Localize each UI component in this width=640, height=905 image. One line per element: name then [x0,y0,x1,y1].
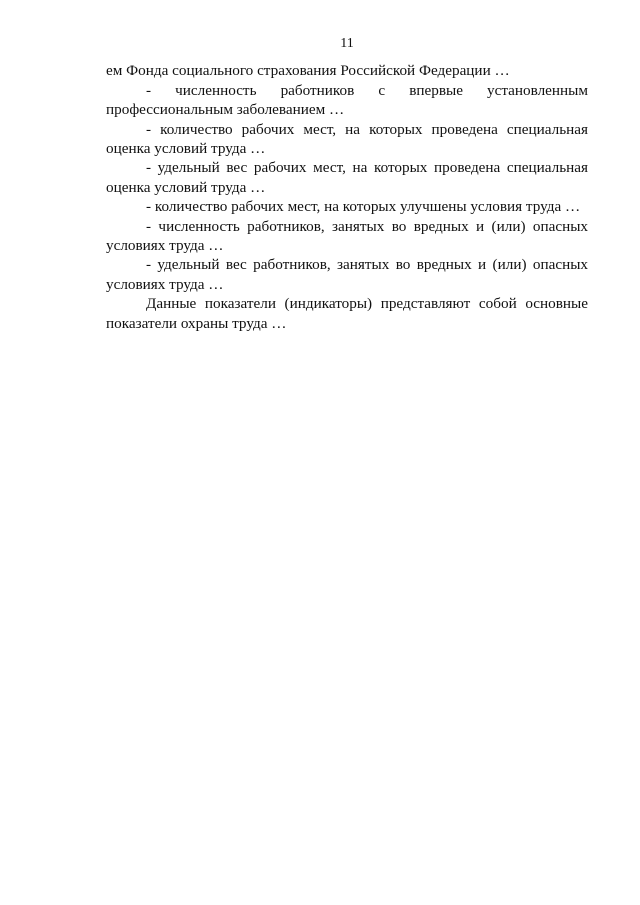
paragraph: - количество рабочих мест, на которых улучшены условия труда … [146,198,581,216]
paragraph: - численность работников с впервые установленным профессиональным заболеванием … [106,81,588,119]
paragraph: - численность работников, занятых во вредных и (или) опасных условиях труда … [106,217,588,255]
page-number: 11 [340,36,354,51]
paragraph: ем Фонда социального страхования Российской Федерации … [106,62,510,80]
paragraph: Данные показатели (индикаторы) представляют собой основные показатели охраны труда … [106,295,588,332]
body-text [106,61,588,333]
paragraph: - удельный вес рабочих мест, на которых проведена специальная оценка условий труда … [106,159,588,196]
paragraph: - удельный вес работников, занятых во вредных и (или) опасных условиях труда … [106,256,588,293]
paragraph: - количество рабочих мест, на которых проведена специальная оценка условий труда … [106,120,588,158]
